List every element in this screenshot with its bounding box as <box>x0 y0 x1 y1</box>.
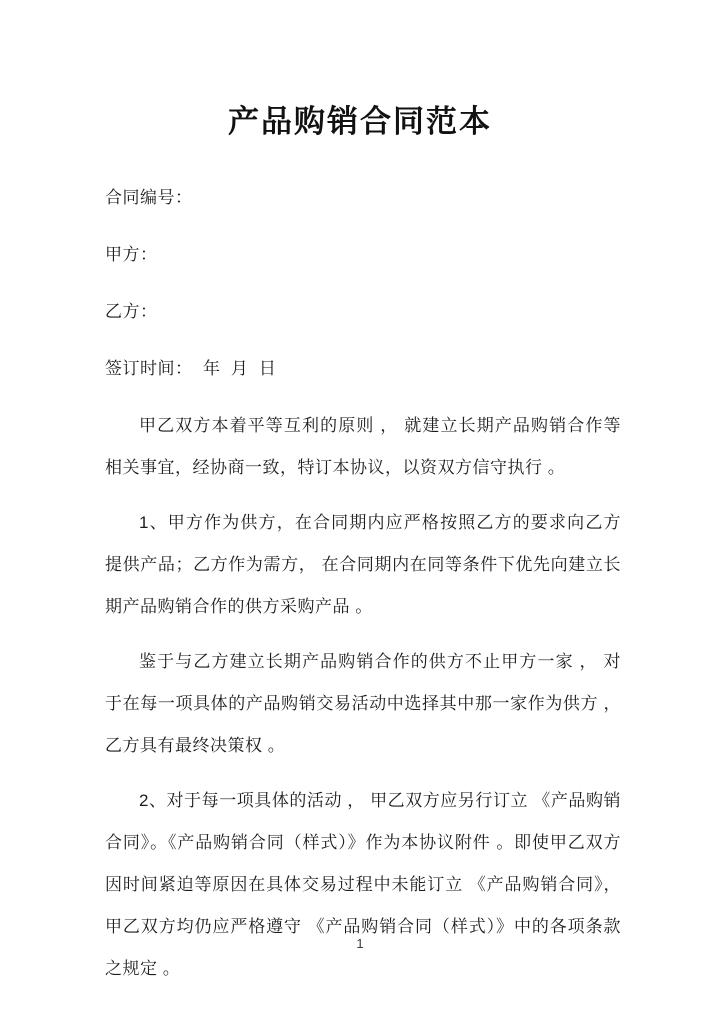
document-body <box>105 177 621 1003</box>
contract-number-line: 合同编号： <box>105 188 193 207</box>
page-number: 1 <box>356 936 364 951</box>
preamble-paragraph: 甲乙双方本着平等互利的原则 ， 就建立长期产品购销合作等相关事宜，经协商一致，特订本协议，以资双方信守执行 。 <box>105 416 621 477</box>
party-a-line: 甲方： <box>105 245 158 264</box>
clause-2-paragraph: 2、对于每一项具体的活动 ， 甲乙双方应另行订立 《产品购销合同》。《产品购销合同（样式）》作为本协议附件 。即使甲乙双方因时间紧迫等原因在具体交易过程中未能订立 《产品购销合同》，甲乙双方均仍应严格遵守 《产品购销合同（样式）》中的各项条款之规定 。 <box>105 791 621 978</box>
document-title: 产品购销合同范本 <box>228 104 492 139</box>
signing-date-line: 签订时间： 年 月 日 <box>105 359 277 378</box>
party-b-line: 乙方： <box>105 302 158 321</box>
clause-1-note-paragraph: 鉴于与乙方建立长期产品购销合作的供方不止甲方一家 ， 对于在每一项具体的产品购销交易活动中选择其中那一家作为供方 ， 乙方具有最终决策权 。 <box>105 652 621 755</box>
clause-1-paragraph: 1、甲方作为供方，在合同期内应严格按照乙方的要求向乙方提供产品；乙方作为需方， 在合同期内在同等条件下优先向建立长期产品购销合作的供方采购产品 。 <box>105 513 621 616</box>
